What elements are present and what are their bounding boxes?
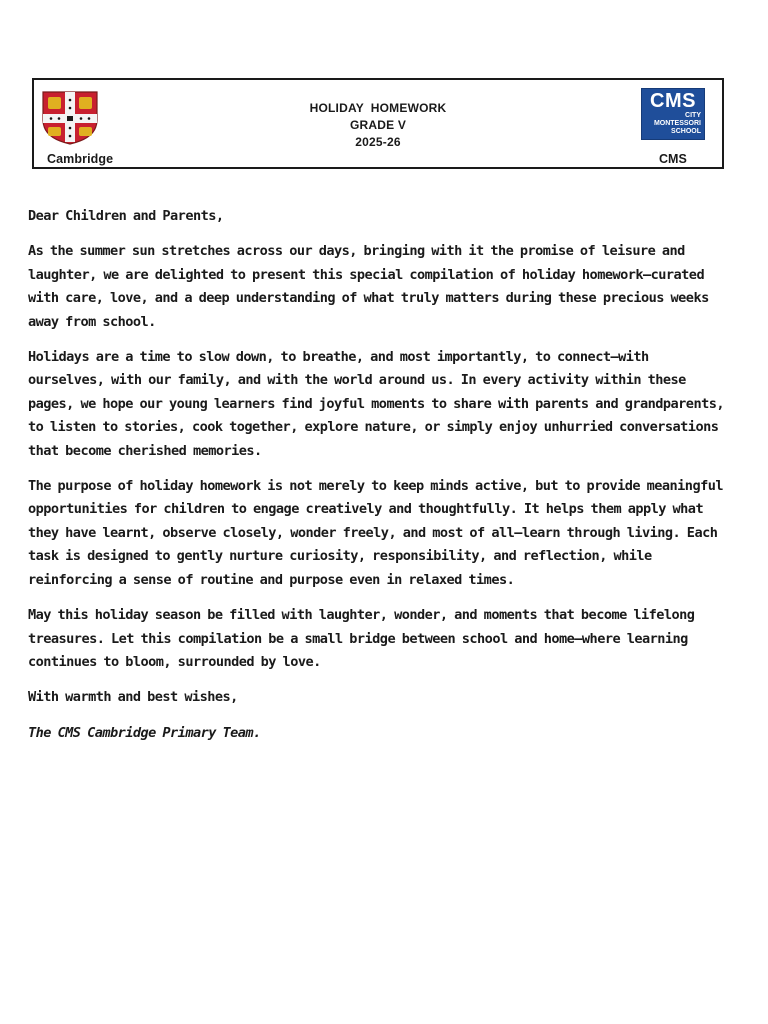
paragraph-4: May this holiday season be filled with laughter, wonder, and moments that become lifelong treasures. Let this compilation be a small bridge between school and home—where learning continues to bloom, surrounded by love. [28, 607, 695, 670]
team-signature: The CMS Cambridge Primary Team. [28, 724, 261, 741]
cambridge-label: Cambridge [47, 152, 114, 166]
title-grade: GRADE V [349, 118, 407, 132]
document-header [32, 78, 724, 169]
letter-body [28, 205, 728, 757]
cms-label: CMS [659, 152, 687, 166]
paragraph-2: Holidays are a time to slow down, to breathe, and most importantly, to connect—with ourselves, with our family, and with the world around us. In every activity within these pages, we hope our young learners find joyful moments to share with parents and grandparents, to listen to stories, cook together, explore nature, or simply enjoy unhurried conversations that become cherished memories. [28, 349, 724, 459]
cms-logo-text: CMS [650, 90, 696, 112]
cms-logo-school: SCHOOL [671, 128, 701, 135]
cms-logo [641, 88, 705, 140]
cms-logo-city: CITY [685, 112, 701, 119]
title-year: 2025-26 [355, 135, 401, 149]
paragraph-3: The purpose of holiday homework is not merely to keep minds active, but to provide meaningful opportunities for children to engage creatively and thoughtfully. It helps them apply what they have learnt, observe closely, wonder freely, and most of all—learn through living. Each task is designed to gently nurture curiosity, responsibility, and reflection, while reinforcing a sense of routine and purpose even in relaxed times. [28, 478, 723, 588]
paragraph-1: As the summer sun stretches across our days, bringing with it the promise of leisure and laughter, we are delighted to present this special compilation of holiday homework—curated with care, love, and a deep understanding of what truly matters during these precious weeks away from school. [28, 243, 709, 330]
document-title [34, 100, 722, 151]
title-holiday-homework: HOLIDAY HOMEWORK [309, 101, 447, 115]
cms-logo-montessori: MONTESSORI [653, 120, 701, 127]
greeting: Dear Children and Parents, [28, 208, 224, 224]
signoff: With warmth and best wishes, [28, 689, 238, 706]
